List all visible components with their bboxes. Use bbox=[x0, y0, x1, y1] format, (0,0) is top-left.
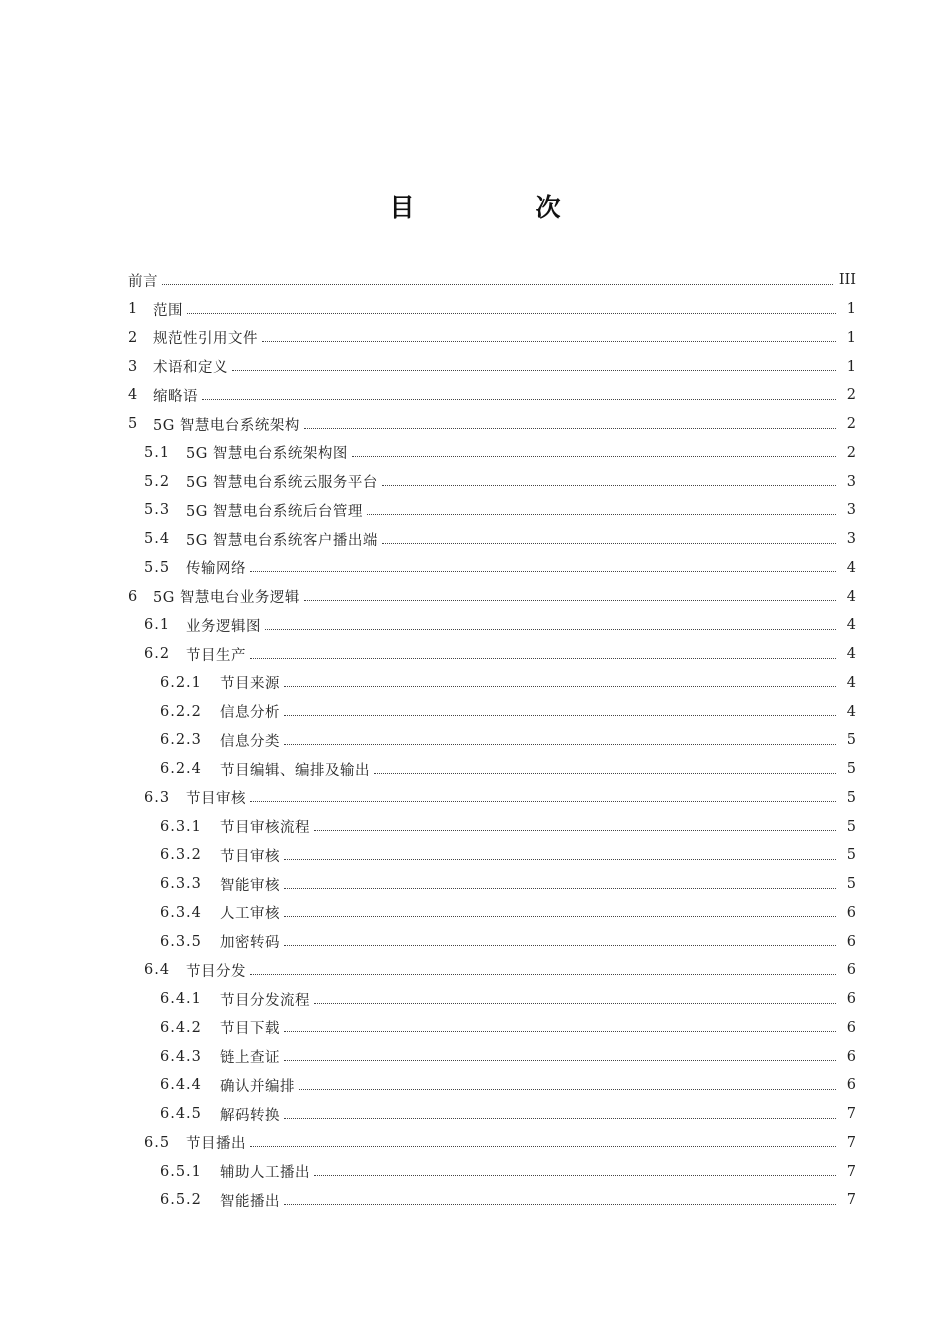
toc-entry-number: 6.5 bbox=[144, 1134, 171, 1151]
toc-entry-number: 6.4.5 bbox=[160, 1106, 202, 1123]
toc-entry-page: 1 bbox=[846, 301, 856, 318]
dot-leader bbox=[304, 414, 836, 429]
toc-entry-label: 节目下载 bbox=[220, 1021, 280, 1038]
dot-leader bbox=[284, 1017, 836, 1032]
dot-leader bbox=[250, 1132, 836, 1147]
toc-entry-number: 5.5 bbox=[144, 559, 171, 576]
toc-entry-page: 4 bbox=[846, 559, 856, 576]
toc-entry-page: 6 bbox=[846, 1048, 856, 1065]
dot-leader bbox=[202, 385, 836, 400]
dot-leader bbox=[284, 1104, 836, 1119]
toc-entry-page: 3 bbox=[846, 502, 856, 519]
toc-entry-label: 术语和定义 bbox=[153, 360, 228, 377]
dot-leader bbox=[284, 845, 836, 860]
toc-entry-label: 节目生产 bbox=[186, 647, 246, 664]
toc-entry-page: 5 bbox=[846, 847, 856, 864]
toc-entry-label: 5G 智慧电台系统架构 bbox=[153, 417, 300, 434]
toc-entry-label: 节目播出 bbox=[186, 1136, 246, 1153]
toc-entry-number: 3 bbox=[128, 358, 139, 375]
toc-entry[interactable] bbox=[128, 1014, 856, 1043]
toc-entry-number: 6.4.2 bbox=[160, 1019, 202, 1036]
toc-entry[interactable] bbox=[128, 1042, 856, 1071]
toc-entry[interactable] bbox=[128, 985, 856, 1014]
toc-entry-page: 6 bbox=[846, 962, 856, 979]
dot-leader bbox=[304, 586, 836, 601]
toc-entry-number: 6.3 bbox=[144, 789, 171, 806]
toc-entry-number: 6.3.5 bbox=[160, 933, 202, 950]
toc-entry-number: 5.2 bbox=[144, 473, 171, 490]
dot-leader bbox=[382, 529, 836, 544]
toc-entry-page: 5 bbox=[846, 732, 856, 749]
toc-entry[interactable] bbox=[128, 496, 856, 525]
toc-entry[interactable] bbox=[128, 582, 856, 611]
toc-entry-label: 确认并编排 bbox=[220, 1078, 295, 1095]
dot-leader bbox=[284, 931, 836, 946]
dot-leader bbox=[284, 701, 836, 716]
dot-leader bbox=[187, 299, 836, 314]
toc-entry[interactable] bbox=[128, 870, 856, 899]
toc-entry-page: 4 bbox=[846, 646, 856, 663]
toc-entry-label: 智能播出 bbox=[220, 1193, 280, 1210]
toc-entry[interactable] bbox=[128, 697, 856, 726]
toc-entry[interactable] bbox=[128, 467, 856, 496]
toc-entry-page: 5 bbox=[846, 789, 856, 806]
toc-entry-label: 传输网络 bbox=[186, 561, 246, 578]
toc-entry-label: 节目审核流程 bbox=[220, 820, 310, 837]
toc-entry-page: 5 bbox=[846, 761, 856, 778]
toc-entry-page: 4 bbox=[846, 617, 856, 634]
toc-entry-page: 4 bbox=[846, 703, 856, 720]
toc-entry-number: 5.3 bbox=[144, 502, 171, 519]
toc-entry-label: 5G 智慧电台系统后台管理 bbox=[186, 503, 363, 520]
table-of-contents bbox=[128, 266, 856, 1215]
toc-entry-page: 6 bbox=[846, 933, 856, 950]
toc-entry-number: 5.1 bbox=[144, 444, 171, 461]
toc-entry-number: 6.4.1 bbox=[160, 991, 202, 1008]
toc-entry[interactable] bbox=[128, 1186, 856, 1215]
dot-leader bbox=[367, 500, 836, 515]
toc-entry-label: 解码转换 bbox=[220, 1107, 280, 1124]
toc-entry-number: 1 bbox=[128, 301, 139, 318]
toc-entry-page: III bbox=[838, 272, 856, 289]
toc-entry-label: 节目分发流程 bbox=[220, 992, 310, 1009]
toc-entry-number: 6.5.1 bbox=[160, 1163, 202, 1180]
toc-entry-label: 人工审核 bbox=[220, 906, 280, 923]
toc-entry-label: 链上查证 bbox=[220, 1050, 280, 1067]
toc-entry-number: 6.4 bbox=[144, 962, 171, 979]
toc-entry[interactable] bbox=[128, 927, 856, 956]
toc-entry-page: 1 bbox=[846, 329, 856, 346]
toc-entry[interactable] bbox=[128, 956, 856, 985]
toc-entry[interactable] bbox=[128, 266, 856, 295]
toc-entry-label: 缩略语 bbox=[153, 388, 198, 405]
toc-entry-number: 5.4 bbox=[144, 531, 171, 548]
dot-leader bbox=[314, 816, 836, 831]
toc-entry-label: 前言 bbox=[128, 273, 158, 290]
dot-leader bbox=[250, 787, 836, 802]
toc-entry-page: 3 bbox=[846, 531, 856, 548]
toc-entry-page: 2 bbox=[846, 444, 856, 461]
dot-leader bbox=[352, 442, 836, 457]
toc-entry-page: 5 bbox=[846, 818, 856, 835]
toc-entry-page: 2 bbox=[846, 416, 856, 433]
toc-entry[interactable] bbox=[128, 410, 856, 439]
dot-leader bbox=[314, 989, 836, 1004]
dot-leader bbox=[262, 327, 836, 342]
toc-entry-number: 6.4.4 bbox=[160, 1077, 202, 1094]
dot-leader bbox=[374, 759, 836, 774]
toc-entry-page: 7 bbox=[846, 1192, 856, 1209]
toc-entry[interactable] bbox=[128, 755, 856, 784]
toc-entry-number: 6.3.1 bbox=[160, 818, 202, 835]
toc-entry-label: 节目审核 bbox=[186, 791, 246, 808]
toc-entry-page: 7 bbox=[846, 1134, 856, 1151]
toc-entry-label: 5G 智慧电台系统架构图 bbox=[186, 446, 348, 463]
toc-entry[interactable] bbox=[128, 841, 856, 870]
dot-leader bbox=[284, 1046, 836, 1061]
toc-entry-label: 信息分析 bbox=[220, 705, 280, 722]
dot-leader bbox=[250, 557, 836, 572]
toc-entry[interactable] bbox=[128, 1129, 856, 1158]
toc-entry[interactable] bbox=[128, 899, 856, 928]
toc-entry-number: 6.2 bbox=[144, 646, 171, 663]
toc-entry[interactable] bbox=[128, 295, 856, 324]
dot-leader bbox=[250, 960, 836, 975]
toc-entry-page: 6 bbox=[846, 1077, 856, 1094]
dot-leader bbox=[284, 1190, 836, 1205]
toc-entry-label: 范围 bbox=[153, 302, 183, 319]
dot-leader bbox=[265, 615, 836, 630]
toc-entry[interactable] bbox=[128, 439, 856, 468]
dot-leader bbox=[284, 672, 836, 687]
toc-entry-number: 6.2.3 bbox=[160, 732, 202, 749]
dot-leader bbox=[284, 902, 836, 917]
toc-entry-label: 节目审核 bbox=[220, 848, 280, 865]
toc-entry-page: 4 bbox=[846, 588, 856, 605]
toc-entry[interactable] bbox=[128, 726, 856, 755]
dot-leader bbox=[232, 356, 836, 371]
toc-entry[interactable] bbox=[128, 784, 856, 813]
toc-entry-label: 节目分发 bbox=[186, 963, 246, 980]
toc-entry-label: 智能审核 bbox=[220, 877, 280, 894]
dot-leader bbox=[162, 270, 833, 285]
toc-entry-number: 2 bbox=[128, 329, 139, 346]
dot-leader bbox=[382, 471, 836, 486]
toc-entry[interactable] bbox=[128, 324, 856, 353]
toc-entry-number: 6.1 bbox=[144, 617, 171, 634]
toc-entry-page: 7 bbox=[846, 1163, 856, 1180]
toc-entry-number: 6 bbox=[128, 588, 139, 605]
toc-entry-page: 3 bbox=[846, 473, 856, 490]
toc-entry-page: 6 bbox=[846, 904, 856, 921]
toc-entry[interactable] bbox=[128, 812, 856, 841]
toc-entry-number: 5 bbox=[128, 416, 139, 433]
toc-entry-number: 4 bbox=[128, 387, 139, 404]
page-title: 目 次 bbox=[389, 193, 609, 222]
toc-entry[interactable] bbox=[128, 381, 856, 410]
toc-entry-page: 2 bbox=[846, 387, 856, 404]
toc-entry-number: 6.3.2 bbox=[160, 847, 202, 864]
toc-entry-number: 6.3.3 bbox=[160, 876, 202, 893]
toc-entry-number: 6.2.4 bbox=[160, 761, 202, 778]
toc-entry[interactable] bbox=[128, 640, 856, 669]
toc-entry-page: 5 bbox=[846, 876, 856, 893]
toc-entry-label: 5G 智慧电台系统云服务平台 bbox=[186, 475, 378, 492]
toc-entry-label: 辅助人工播出 bbox=[220, 1165, 310, 1182]
toc-entry-number: 6.4.3 bbox=[160, 1048, 202, 1065]
toc-entry[interactable] bbox=[128, 1157, 856, 1186]
toc-entry-label: 加密转码 bbox=[220, 935, 280, 952]
toc-entry-page: 6 bbox=[846, 1019, 856, 1036]
toc-entry[interactable] bbox=[128, 352, 856, 381]
toc-entry-number: 6.3.4 bbox=[160, 904, 202, 921]
dot-leader bbox=[299, 1075, 836, 1090]
toc-entry-label: 5G 智慧电台业务逻辑 bbox=[153, 590, 300, 607]
toc-entry-page: 4 bbox=[846, 674, 856, 691]
dot-leader bbox=[250, 644, 836, 659]
toc-entry-page: 6 bbox=[846, 991, 856, 1008]
toc-entry[interactable] bbox=[128, 669, 856, 698]
toc-entry-page: 7 bbox=[846, 1106, 856, 1123]
toc-entry[interactable] bbox=[128, 1100, 856, 1129]
dot-leader bbox=[284, 874, 836, 889]
toc-entry[interactable] bbox=[128, 525, 856, 554]
dot-leader bbox=[314, 1161, 836, 1176]
toc-entry[interactable] bbox=[128, 611, 856, 640]
toc-entry-label: 业务逻辑图 bbox=[186, 618, 261, 635]
toc-entry-label: 信息分类 bbox=[220, 733, 280, 750]
toc-entry[interactable] bbox=[128, 1071, 856, 1100]
toc-entry-number: 6.2.2 bbox=[160, 703, 202, 720]
toc-entry-number: 6.5.2 bbox=[160, 1192, 202, 1209]
toc-entry-page: 1 bbox=[846, 358, 856, 375]
toc-entry-label: 节目来源 bbox=[220, 676, 280, 693]
dot-leader bbox=[284, 730, 836, 745]
toc-entry-label: 规范性引用文件 bbox=[153, 331, 258, 348]
toc-entry-label: 节目编辑、编排及输出 bbox=[220, 762, 370, 779]
toc-entry-label: 5G 智慧电台系统客户播出端 bbox=[186, 532, 378, 549]
toc-entry[interactable] bbox=[128, 554, 856, 583]
toc-entry-number: 6.2.1 bbox=[160, 674, 202, 691]
